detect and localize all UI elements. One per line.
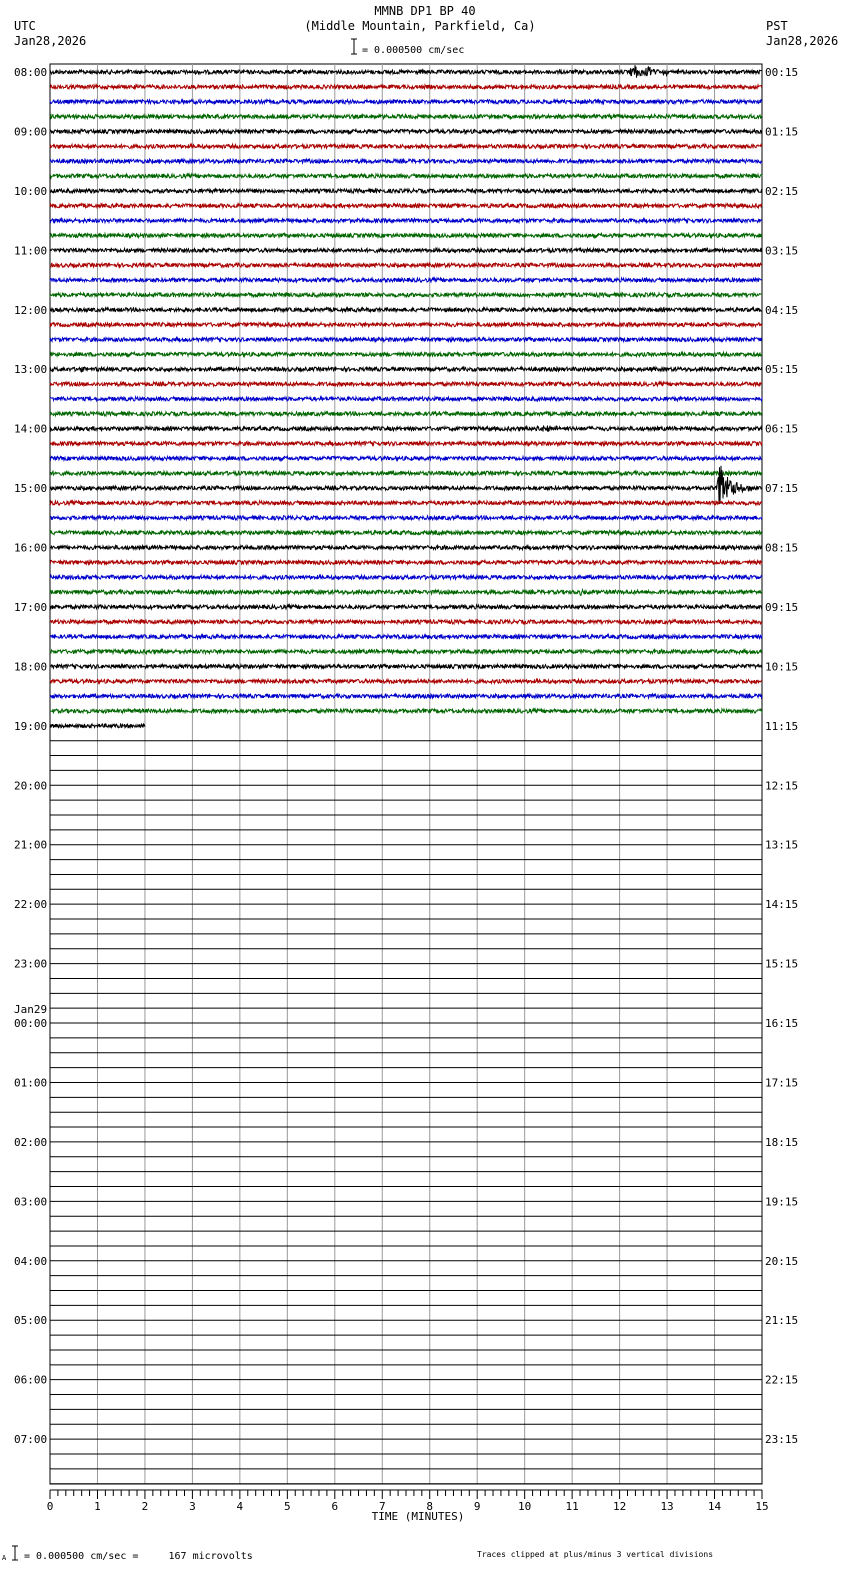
seismic-trace xyxy=(50,471,762,475)
pst-hour-label: 17:15 xyxy=(765,1076,799,1090)
x-tick-label: 2 xyxy=(141,1500,149,1513)
pst-hour-label: 09:15 xyxy=(765,600,799,614)
x-tick-label: 13 xyxy=(660,1500,674,1513)
pst-hour-label: 15:15 xyxy=(765,957,799,971)
utc-hour-label: 03:00 xyxy=(14,1195,48,1209)
seismic-trace xyxy=(50,546,762,550)
pst-hour-label: 20:15 xyxy=(765,1254,799,1268)
x-tick-label: 10 xyxy=(518,1500,532,1513)
seismic-trace xyxy=(50,620,762,624)
x-tick-label: 6 xyxy=(331,1500,339,1513)
x-tick-label: 3 xyxy=(189,1500,196,1513)
x-tick-label: 14 xyxy=(707,1500,722,1513)
utc-hour-label: 17:00 xyxy=(14,600,48,614)
utc-hour-label: 13:00 xyxy=(14,363,48,377)
seismic-trace xyxy=(50,263,762,267)
scale-bar-icon xyxy=(351,39,357,54)
seismic-trace xyxy=(50,605,762,609)
pst-label: PST xyxy=(766,19,788,33)
seismic-trace xyxy=(50,159,762,163)
seismic-trace xyxy=(50,323,762,327)
utc-date: Jan28,2026 xyxy=(14,34,87,48)
x-tick-label: 9 xyxy=(473,1500,481,1513)
utc-hour-label: 14:00 xyxy=(14,422,48,436)
seismic-trace xyxy=(50,664,762,668)
utc-label: UTC xyxy=(14,19,36,33)
seismic-trace xyxy=(50,129,762,133)
pst-hour-label: 22:15 xyxy=(765,1373,799,1387)
station-location: (Middle Mountain, Parkfield, Ca) xyxy=(304,19,536,33)
seismic-trace xyxy=(50,531,762,535)
pst-hour-label: 16:15 xyxy=(765,1017,799,1031)
utc-hour-label: 07:00 xyxy=(14,1433,48,1447)
x-tick-label: 1 xyxy=(94,1500,101,1513)
utc-hour-label: 22:00 xyxy=(14,898,48,912)
x-tick-label: 0 xyxy=(46,1500,54,1513)
utc-hour-label: 05:00 xyxy=(14,1314,48,1328)
x-tick-label: 12 xyxy=(612,1500,627,1513)
seismic-trace xyxy=(50,352,762,356)
utc-hour-label: 16:00 xyxy=(14,541,48,555)
pst-hour-label: 14:15 xyxy=(765,898,799,912)
clip-note: Traces clipped at plus/minus 3 vertical divisions xyxy=(477,1550,714,1559)
seismic-trace xyxy=(50,174,762,178)
seismic-trace xyxy=(50,100,762,104)
pst-date: Jan28,2026 xyxy=(766,34,839,48)
seismic-trace xyxy=(50,248,762,252)
pst-hour-label: 01:15 xyxy=(765,125,799,139)
pst-hour-label: 00:15 xyxy=(765,66,799,79)
plot-frame xyxy=(50,64,762,1484)
seismic-trace xyxy=(50,516,762,520)
utc-hour-label: 08:00 xyxy=(14,66,48,79)
footer-scale-bar-icon xyxy=(12,1546,18,1560)
pst-hour-labels xyxy=(765,66,798,1446)
pst-hour-label: 05:15 xyxy=(765,363,799,377)
station-title: MMNB DP1 BP 40 xyxy=(374,4,476,18)
header xyxy=(14,4,838,56)
seismic-trace xyxy=(50,679,762,683)
pst-hour-label: 12:15 xyxy=(765,779,799,793)
pst-hour-label: 19:15 xyxy=(765,1195,799,1209)
utc-hour-label: 04:00 xyxy=(14,1254,48,1268)
pst-hour-label: 03:15 xyxy=(765,244,799,258)
x-tick-label: 8 xyxy=(426,1500,434,1513)
seismic-trace xyxy=(50,233,762,237)
utc-hour-labels xyxy=(14,66,47,1446)
pst-hour-label: 18:15 xyxy=(765,1135,799,1149)
pst-hour-label: 08:15 xyxy=(765,541,799,555)
pst-hour-label: 02:15 xyxy=(765,184,799,198)
seismic-trace xyxy=(50,189,762,193)
seismic-trace xyxy=(50,412,762,416)
seismic-trace xyxy=(50,501,762,505)
seismic-trace xyxy=(50,724,145,728)
utc-hour-label: 12:00 xyxy=(14,303,48,317)
utc-hour-label: 11:00 xyxy=(14,244,48,258)
seismic-trace xyxy=(50,590,762,596)
seismic-trace xyxy=(50,397,762,401)
seismic-trace xyxy=(50,694,762,698)
seismic-trace xyxy=(50,337,762,341)
seismic-trace xyxy=(50,650,762,654)
x-tick-label: 7 xyxy=(378,1500,386,1513)
date-change-label: Jan29 xyxy=(14,1003,48,1017)
footer xyxy=(2,1546,713,1562)
corner-mark: A xyxy=(2,1554,7,1562)
seismic-trace xyxy=(50,65,762,78)
utc-hour-label: 10:00 xyxy=(14,184,48,198)
seismic-trace xyxy=(50,204,762,208)
x-tick-label: 15 xyxy=(755,1500,769,1513)
seismic-trace xyxy=(50,560,762,564)
utc-hour-label: 18:00 xyxy=(14,660,48,674)
x-tick-label: 5 xyxy=(284,1500,291,1513)
plot-grid xyxy=(50,64,762,1484)
seismic-trace xyxy=(50,575,762,579)
utc-hour-label: 09:00 xyxy=(14,125,48,139)
seismic-trace xyxy=(50,382,762,386)
utc-hour-label: 01:00 xyxy=(14,1076,48,1090)
seismic-trace xyxy=(50,85,762,89)
seismic-trace xyxy=(50,442,762,446)
seismic-trace xyxy=(50,144,762,148)
utc-hour-label: 00:00 xyxy=(14,1017,48,1031)
pst-hour-label: 06:15 xyxy=(765,422,799,436)
seismic-trace xyxy=(50,426,762,432)
footer-scale: = 0.000500 cm/sec = 167 microvolts xyxy=(24,1551,253,1562)
seismic-trace xyxy=(50,308,762,312)
x-tick-label: 4 xyxy=(236,1500,244,1513)
seismic-trace xyxy=(50,293,762,297)
seismic-trace xyxy=(50,635,762,639)
pst-hour-label: 10:15 xyxy=(765,660,799,674)
utc-hour-label: 23:00 xyxy=(14,957,48,971)
utc-hour-label: 02:00 xyxy=(14,1135,48,1149)
pst-hour-label: 21:15 xyxy=(765,1314,799,1328)
seismic-traces xyxy=(50,65,762,1483)
pst-hour-label: 07:15 xyxy=(765,482,799,496)
x-tick-label: 11 xyxy=(565,1500,579,1513)
seismic-trace xyxy=(50,367,762,372)
seismic-trace xyxy=(50,278,762,282)
seismic-trace xyxy=(50,219,762,223)
pst-hour-label: 04:15 xyxy=(765,303,799,317)
utc-hour-label: 15:00 xyxy=(14,482,48,496)
utc-hour-label: 20:00 xyxy=(14,779,48,793)
seismic-trace xyxy=(50,456,762,460)
x-axis-label: TIME (MINUTES) xyxy=(371,1510,465,1523)
seismic-trace xyxy=(50,115,762,119)
pst-hour-label: 23:15 xyxy=(765,1433,799,1447)
pst-hour-label: 11:15 xyxy=(765,719,799,733)
seismic-trace xyxy=(50,709,762,713)
utc-hour-label: 21:00 xyxy=(14,838,48,852)
utc-hour-label: 06:00 xyxy=(14,1373,48,1387)
scale-label: = 0.000500 cm/sec xyxy=(362,45,465,56)
pst-hour-label: 13:15 xyxy=(765,838,799,852)
utc-hour-label: 19:00 xyxy=(14,719,48,733)
